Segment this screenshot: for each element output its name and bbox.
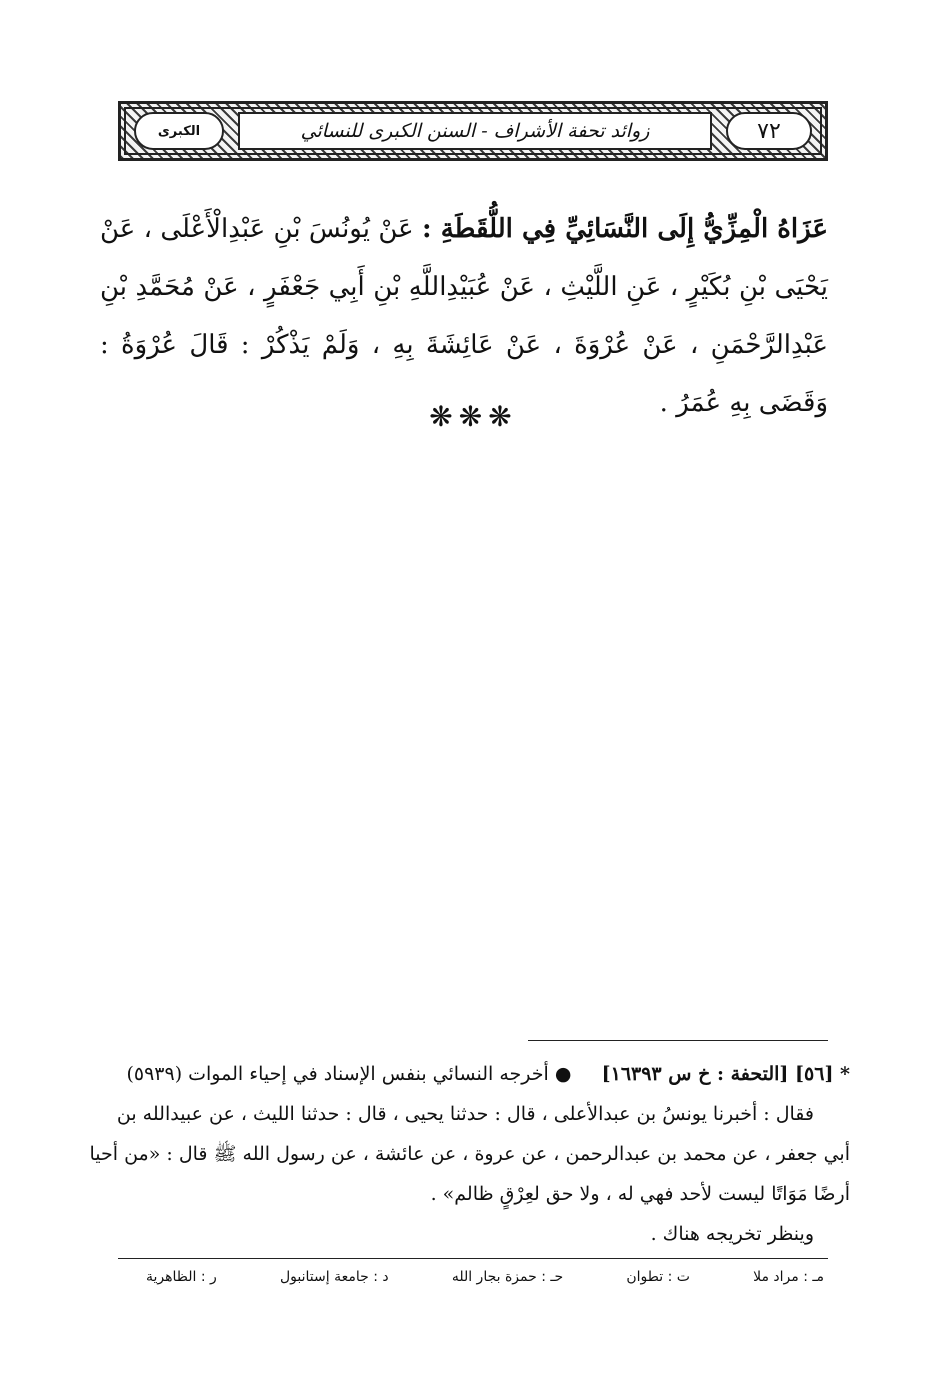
- running-title-separator: -: [481, 120, 488, 142]
- page-number: ٧٢: [726, 112, 812, 150]
- running-title-right: زوائد تحفة الأشراف: [493, 120, 650, 142]
- legend-rule: [118, 1258, 828, 1259]
- legend-item: ر : الظاهرية: [146, 1269, 217, 1285]
- running-title: [238, 112, 712, 150]
- book-logo: الكبرى: [134, 112, 224, 150]
- legend-item: حـ : حمزة بجار الله: [451, 1269, 564, 1285]
- legend-item: د : جامعة إستانبول: [280, 1269, 389, 1285]
- footnote-line: أبي جعفر ، عن محمد بن عبدالرحمن ، عن عروة ، عن عائشة ، عن رسول الله ﷺ قال : «من أحيا: [89, 1143, 850, 1165]
- attribution-lead: عَزَاهُ الْمِزِّيُّ إِلَى النَّسَائِيِّ فِي اللُّقَطَةِ :: [421, 214, 828, 244]
- legend-item: ت : تطوان: [626, 1269, 690, 1285]
- footnote-line: وينظر تخريجه هناك .: [650, 1223, 814, 1245]
- footnote-rule: [528, 1040, 828, 1041]
- legend-item: مـ : مراد ملا: [753, 1269, 824, 1285]
- main-text: [100, 200, 828, 432]
- footnote-reference: * [٥٦] [التحفة : خ س ١٦٣٩٣]: [601, 1063, 850, 1085]
- section-divider-stars: ❋❋❋: [429, 400, 518, 433]
- manuscript-legend: [118, 1262, 828, 1292]
- footnote-line: أرضًا مَوَاتًا ليست لأحد فهي له ، ولا حق لعِرْقٍ ظالم» .: [430, 1183, 850, 1205]
- footnote: [89, 1054, 850, 1254]
- page-header: [118, 101, 828, 161]
- running-title-left: السنن الكبرى للنسائي: [300, 120, 476, 142]
- footnote-text: ● أخرجه النسائي بنفس الإسناد في إحياء الموات (٥٩٣٩): [126, 1063, 572, 1085]
- footnote-line: [114, 1054, 850, 1094]
- isnad-text: عَنْ يُونُسَ بْنِ عَبْدِالْأَعْلَى ، عَنْ يَحْيَى بْنِ بُكَيْرٍ ، عَنِ اللَّيْثِ ، عَنْ عُبَيْدِاللَّهِ بْنِ أَبِي جَعْفَرٍ ، عَنْ مُحَمَّدِ بْنِ عَبْدِالرَّحْمَنِ ، عَنْ عُرْوَةَ ، عَنْ عَائِشَةَ بِهِ ، وَلَمْ يَذْكُرْ : قَالَ عُرْوَةُ : وَقَضَى بِهِ عُمَرُ .: [100, 214, 828, 418]
- footnote-line: فقال : أخبرنا يونسُ بن عبدالأعلى ، قال : حدثنا يحيى ، قال : حدثنا الليث ، عن عبيدالله بن: [116, 1103, 814, 1125]
- header-inner: [124, 107, 822, 155]
